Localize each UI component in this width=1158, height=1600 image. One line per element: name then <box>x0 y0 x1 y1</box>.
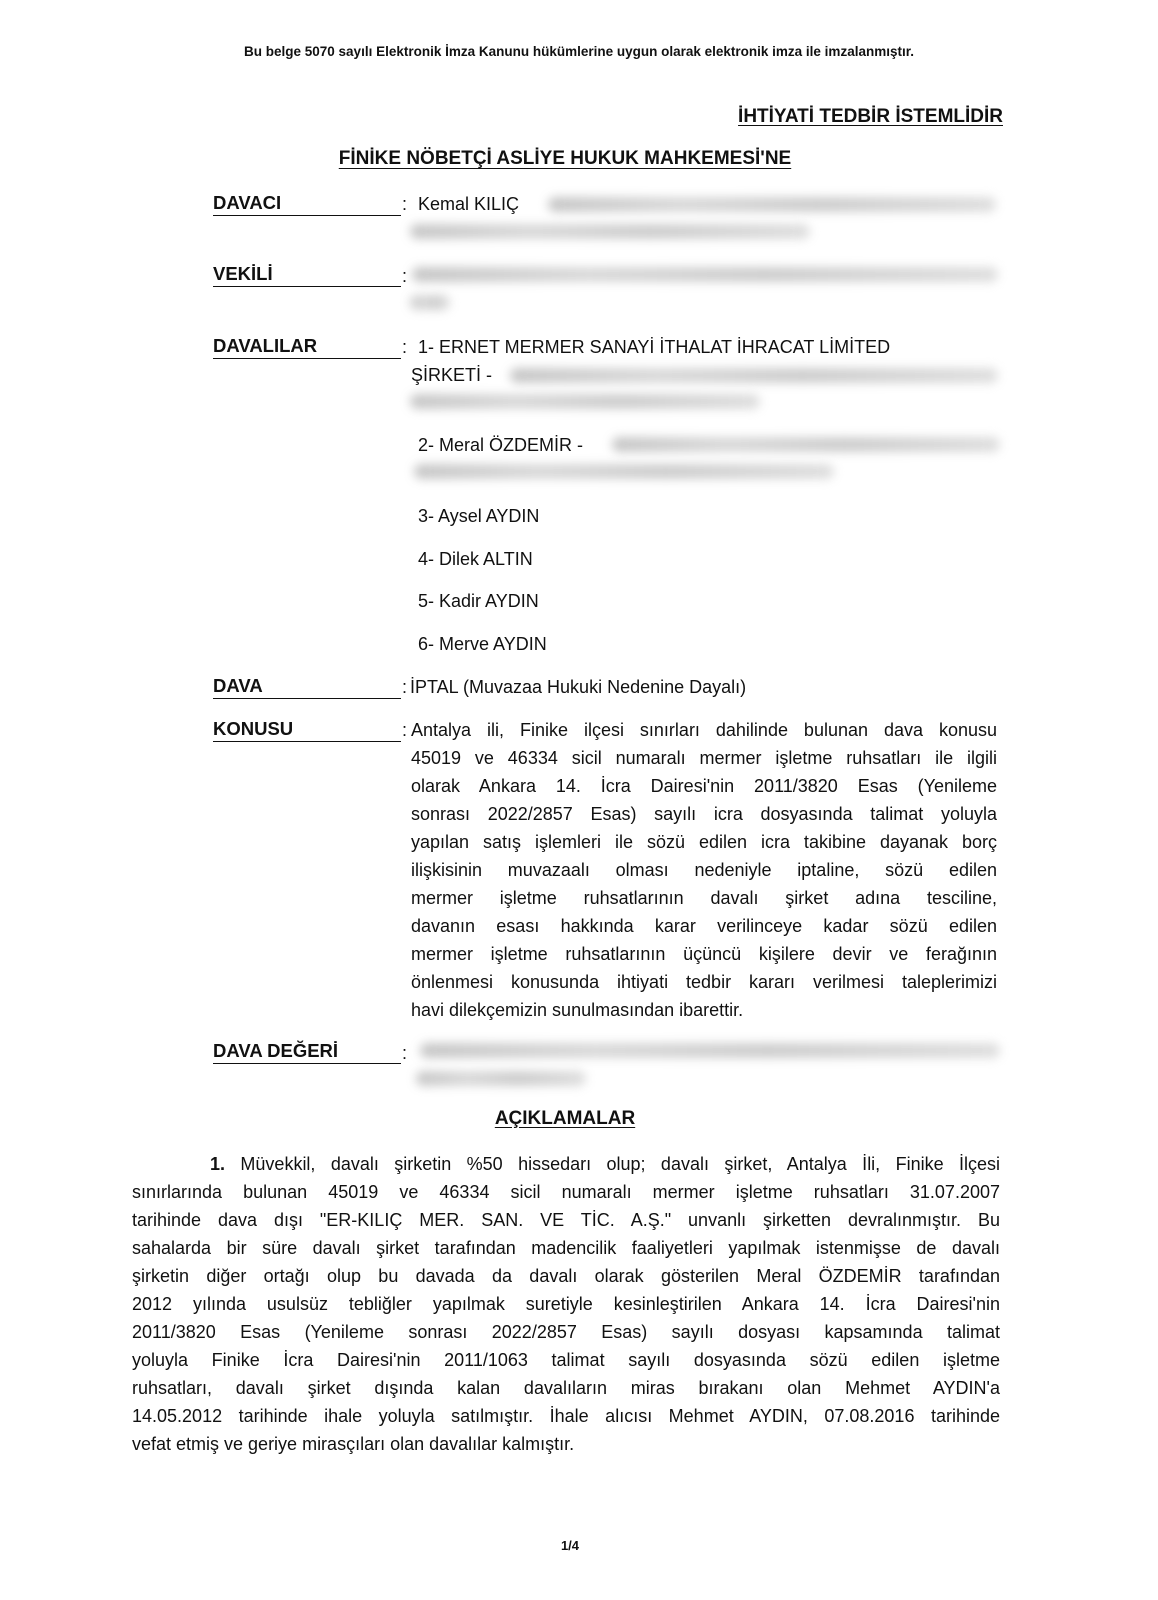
vekili-colon: : <box>402 266 408 286</box>
davali-3: 3- Aysel AYDIN <box>418 506 540 526</box>
redacted-davali-2 <box>612 437 1000 452</box>
davali-1-line1 <box>418 336 994 358</box>
aciklamalar-paragraph-1 <box>132 1150 1000 1458</box>
paragraph-line: ruhsatları, davalı şirket dışında kalan davalıların miras bırakanı olan Mehmet AYDIN'a <box>132 1378 1000 1398</box>
paragraph-line: 14.05.2012 tarihinde ihale yoluyla satılmıştır. İhale alıcısı Mehmet AYDIN, 07.08.2016 tarihinde <box>132 1406 1000 1426</box>
paragraph-number: 1. <box>210 1154 226 1174</box>
redacted-dava-degeri-2 <box>416 1071 586 1086</box>
paragraph-line: yoluyla Finike İcra Dairesi'nin 2011/1063 talimat sayılı dosyasında sözü edilen işletme <box>132 1350 1000 1370</box>
davaci-value: Kemal KILIÇ <box>418 194 520 214</box>
dava-label: DAVA <box>213 675 401 699</box>
court-title: FİNİKE NÖBETÇİ ASLİYE HUKUK MAHKEMESİ'NE <box>338 148 792 169</box>
davalilar-label: DAVALILAR <box>213 335 401 359</box>
konusu-line: yapılan satış işlemleri ile sözü edilen icra takibine dayanak borç <box>411 832 997 852</box>
paragraph-line: şirketin diğer ortağı olup bu davada da davalı olarak gösterilen Meral ÖZDEMİR tarafından <box>132 1266 1000 1286</box>
e-signature-notice: Bu belge 5070 sayılı Elektronik İmza Kanunu hükümlerine uygun olarak elektronik imza ile imzalanmıştır. <box>244 44 914 59</box>
redacted-dava-degeri <box>420 1043 1000 1058</box>
paragraph-line-text: Müvekkil, davalı şirketin %50 hissedarı olup; davalı şirket, Antalya İli, Finike İlçesi <box>240 1154 1000 1174</box>
konusu-line: sonrası 2022/2857 Esas) sayılı icra dosyasında talimat yoluyla <box>411 804 997 824</box>
davali-1-name: 1- ERNET MERMER SANAYİ İTHALAT İHRACAT LİMİTED <box>418 337 891 357</box>
konusu-label: KONUSU <box>213 718 401 742</box>
konusu-colon: : <box>402 720 408 740</box>
redacted-davaci-details-2 <box>410 224 810 239</box>
davalilar-colon: : <box>402 337 408 357</box>
dava-colon: : <box>402 677 408 697</box>
injunction-request-title: İHTİYATİ TEDBİR İSTEMLİDİR <box>738 106 1003 127</box>
davali-5: 5- Kadir AYDIN <box>418 591 539 611</box>
aciklamalar-heading: AÇIKLAMALAR <box>494 1108 636 1129</box>
vekili-label: VEKİLİ <box>213 263 401 287</box>
dava-degeri-colon: : <box>402 1043 408 1063</box>
davaci-colon: : <box>402 194 408 214</box>
konusu-line: mermer işletme ruhsatlarının üçüncü kişilere devir ve ferağının <box>411 944 997 964</box>
konusu-line: olarak Ankara 14. İcra Dairesi'nin 2011/3820 Esas (Yenileme <box>411 776 997 796</box>
konusu-line: davanın esası hakkında karar verilinceye kadar sözü edilen <box>411 916 997 936</box>
paragraph-line: sahalarda bir süre davalı şirket tarafından madencilik faaliyetleri yapılmak istenmişse de davalı <box>132 1238 1000 1258</box>
redacted-davali-1 <box>510 368 998 383</box>
konusu-line: Antalya ili, Finike ilçesi sınırları dahilinde bulunan dava konusu <box>411 720 997 740</box>
redacted-davaci-details <box>548 197 996 212</box>
konusu-line: havi dilekçemizin sunulmasından ibarettir. <box>411 1000 744 1020</box>
page-number: 1/4 <box>560 1538 580 1553</box>
konusu-line: önlenmesi konusunda ihtiyati tedbir kararı verilmesi taleplerimizi <box>411 972 997 992</box>
dava-value: İPTAL (Muvazaa Hukuki Nedenine Dayalı) <box>410 677 747 697</box>
konusu-line: mermer işletme ruhsatlarının davalı şirket adına tesciline, <box>411 888 997 908</box>
konusu-text <box>411 716 997 1024</box>
paragraph-line: 2012 yılında usulsüz tebliğler yapılmak suretiyle kesinleştirilen Ankara 14. İcra Dairesi'nin <box>132 1294 1000 1314</box>
davali-2: 2- Meral ÖZDEMİR - <box>418 435 584 455</box>
paragraph-line: sınırlarında bulunan 45019 ve 46334 sicil numaralı mermer işletme ruhsatları 31.07.2007 <box>132 1182 1000 1202</box>
davaci-label: DAVACI <box>213 192 401 216</box>
redacted-vekili <box>412 267 998 282</box>
paragraph-line: 2011/3820 Esas (Yenileme sonrası 2022/2857 Esas) sayılı dosyası kapsamında talimat <box>132 1322 1000 1342</box>
redacted-davali-2-b <box>414 464 834 479</box>
davali-4: 4- Dilek ALTIN <box>418 549 533 569</box>
redacted-vekili-2 <box>410 295 450 310</box>
davali-1-line2: ŞİRKETİ - <box>411 365 493 385</box>
davali-6: 6- Merve AYDIN <box>418 634 547 654</box>
konusu-line: 45019 ve 46334 sicil numaralı mermer işletme ruhsatları ile ilgili <box>411 748 997 768</box>
konusu-line: ilişkisinin muvazaalı olması nedeniyle iptaline, sözü edilen <box>411 860 997 880</box>
paragraph-line <box>132 1150 1000 1178</box>
redacted-davali-1-2 <box>410 394 760 409</box>
paragraph-line: tarihinde dava dışı "ER-KILIÇ MER. SAN. VE TİC. A.Ş." unvanlı şirketten devralınmıştır. Bu <box>132 1210 1000 1230</box>
paragraph-line: vefat etmiş ve geriye mirasçıları olan davalılar kalmıştır. <box>132 1434 575 1454</box>
dava-degeri-label: DAVA DEĞERİ <box>213 1040 401 1064</box>
